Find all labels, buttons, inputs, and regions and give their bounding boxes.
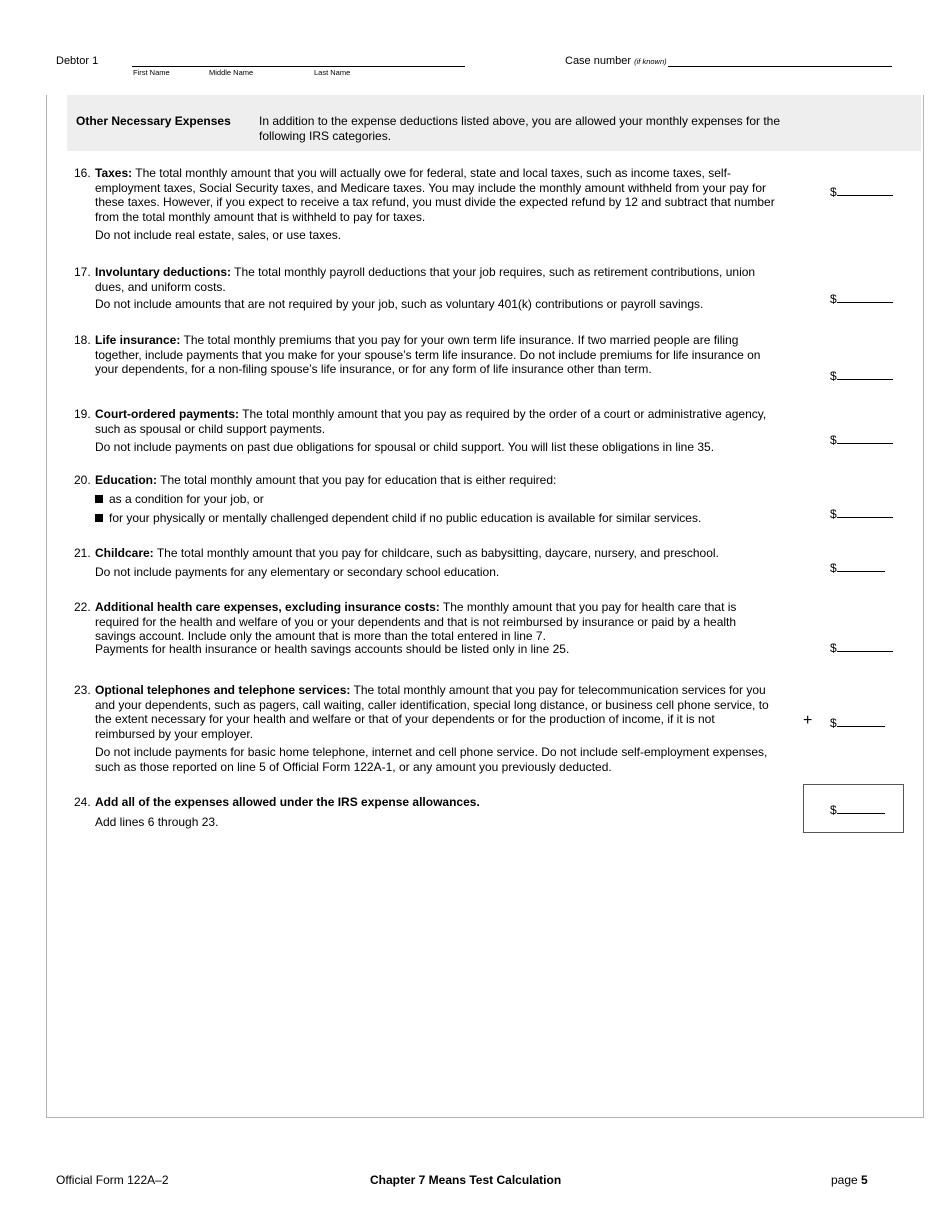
line-24-note: Add lines 6 through 23. (95, 815, 219, 829)
line-17-amount[interactable]: $ (830, 291, 893, 306)
case-number-field[interactable] (668, 66, 892, 67)
line-19-amount[interactable]: $ (830, 432, 893, 447)
line-19-note: Do not include payments on past due obligations for spousal or child support. You will list these obligations in line 35. (95, 440, 715, 454)
line-20-bullet-1: as a condition for your job, or (95, 492, 264, 507)
middle-name-label: Middle Name (209, 68, 254, 77)
plus-operator: + (803, 712, 813, 729)
footer-title: Chapter 7 Means Test Calculation (370, 1173, 562, 1187)
section-intro: In addition to the expense deductions listed above, you are allowed your monthly expenses for the following IRS categories. (259, 114, 780, 143)
line-21-amount[interactable]: $ (830, 560, 885, 575)
line-22-amount[interactable]: $ (830, 640, 893, 655)
line-20-bullet-2: for your physically or mentally challenged dependent child if no public education is available for similar services. (95, 511, 701, 526)
line-23-amount[interactable]: $ (830, 715, 885, 730)
line-18-amount[interactable]: $ (830, 368, 893, 383)
line-21-note: Do not include payments for any elementary or secondary school education. (95, 565, 500, 579)
line-16-amount[interactable]: $ (830, 184, 893, 199)
bullet-icon (95, 514, 103, 522)
page-number: 5 (861, 1173, 868, 1187)
line-20-amount[interactable]: $ (830, 506, 893, 521)
line-17-note: Do not include amounts that are not required by your job, such as voluntary 401(k) contributions or payroll savings. (95, 297, 704, 311)
case-number-label: Case number (if known) (565, 55, 667, 67)
case-number-hint: (if known) (634, 57, 667, 66)
debtor-label: Debtor 1 (56, 55, 99, 67)
section-title: Other Necessary Expenses (76, 114, 231, 128)
footer-page: page 5 (831, 1173, 868, 1187)
last-name-label: Last Name (314, 68, 351, 77)
bullet-icon (95, 495, 103, 503)
line-24-amount[interactable]: $ (830, 802, 885, 817)
debtor-name-field[interactable] (132, 66, 465, 67)
line-22-note: Payments for health insurance or health savings accounts should be listed only in line 25. (95, 642, 570, 656)
footer-form: Official Form 122A–2 (56, 1173, 169, 1187)
line-16-note: Do not include real estate, sales, or use taxes. (95, 228, 342, 242)
line-23-note: Do not include payments for basic home telephone, internet and cell phone service. Do not include self-employment expenses, such as those reported on line 5 of Official Form 122A-1, or any amount you previously deducted. (95, 745, 768, 774)
first-name-label: First Name (133, 68, 170, 77)
